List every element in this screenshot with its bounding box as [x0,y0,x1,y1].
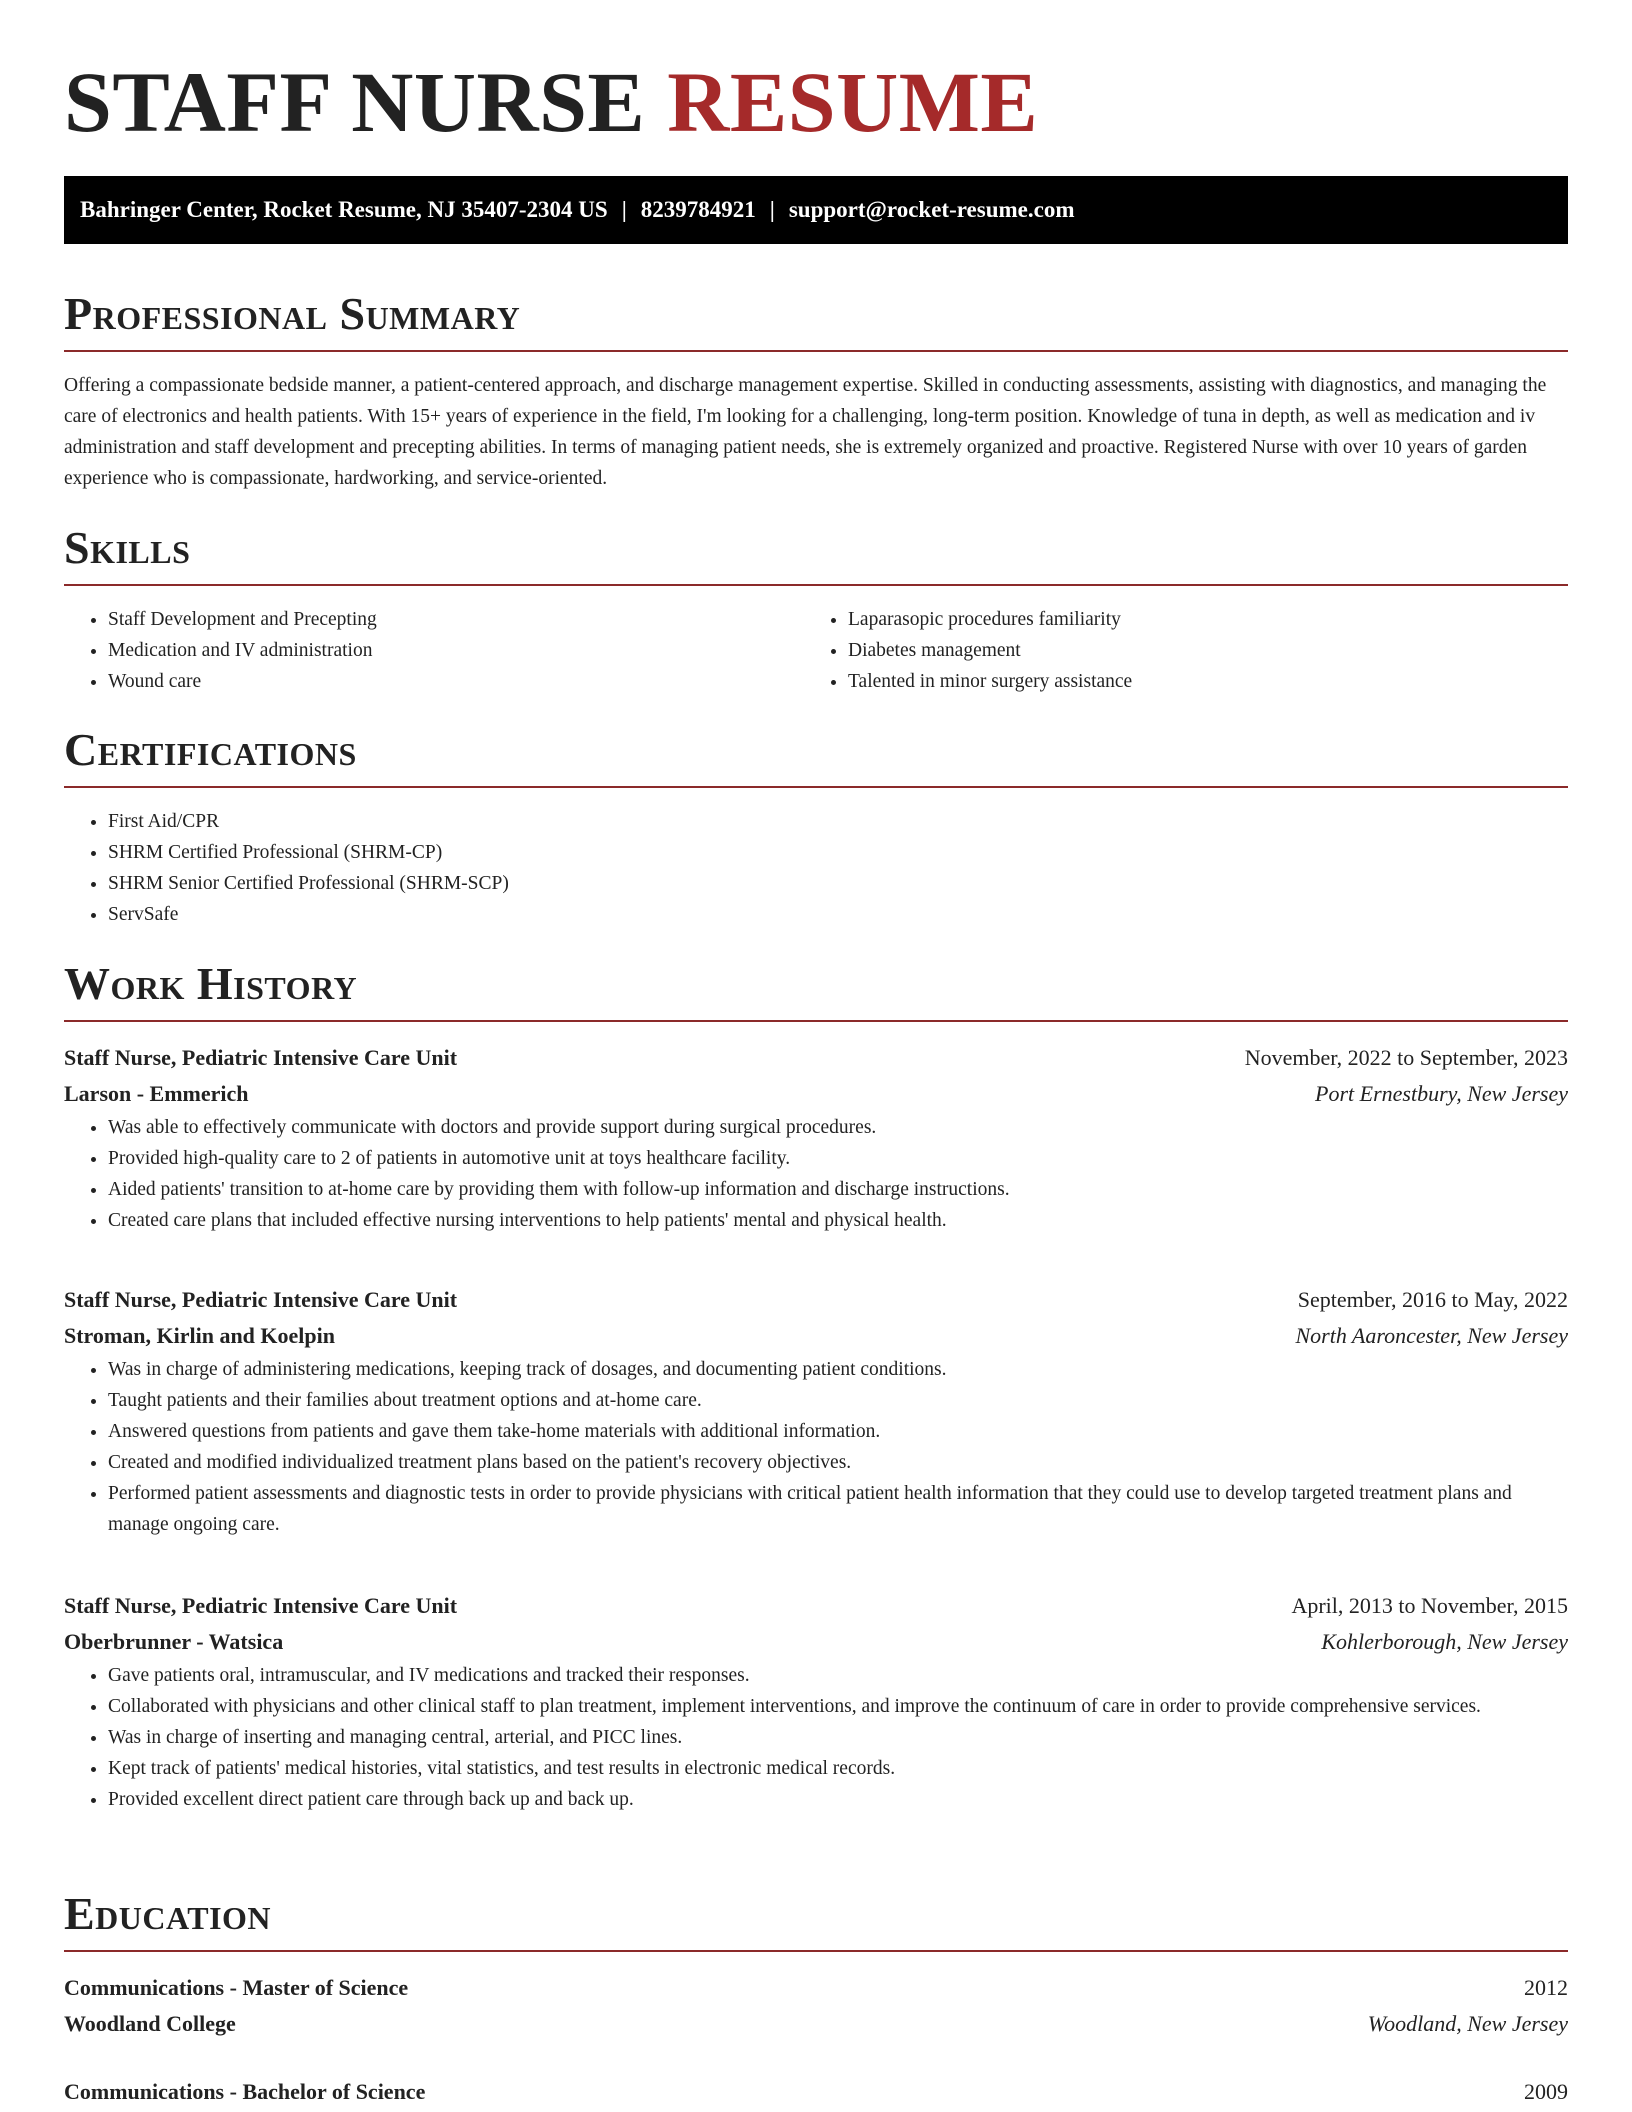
skills-grid [64,604,1568,697]
skill-item: • Wound care [108,666,804,697]
skill-item: • Medication and IV administration [108,635,804,666]
skills-section [64,520,1568,697]
job-bullet: • Was in charge of administering medications, keeping track of dosages, and documenting patient conditions. [108,1354,1568,1385]
skills-column-left [64,604,804,697]
job-bullet: • Gave patients oral, intramuscular, and IV medications and tracked their responses. [108,1660,1568,1691]
skill-item: • Diabetes management [848,635,1544,666]
contact-email: support@rocket-resume.com [788,197,1075,222]
job-title: Staff Nurse, Pediatric Intensive Care Unit [64,1593,458,1618]
job-bullet: • Taught patients and their families about treatment options and at-home care. [108,1385,1568,1416]
education-degree: Communications - Bachelor of Science [64,2079,426,2104]
job-company: Oberbrunner - Watsica [64,1629,284,1654]
contact-separator: | [621,197,627,222]
section-divider [64,1020,1568,1022]
job-location: Kohlerborough, New Jersey [1321,1629,1568,1654]
job-bullet: • Was in charge of inserting and managing central, arterial, and PICC lines. [108,1722,1568,1753]
summary-heading: Professional Summary [64,288,521,339]
education-school: Woodland College [64,2011,236,2036]
work-history-section [64,956,1568,1022]
job-header-row [64,1588,1568,1624]
job-dates: April, 2013 to November, 2015 [1291,1593,1568,1618]
education-section [64,1886,1568,1952]
section-divider [64,584,1568,586]
section-divider [64,786,1568,788]
certification-item: • SHRM Certified Professional (SHRM-CP) [108,837,1568,868]
education-year: 2012 [1524,1975,1568,2000]
job-bullets [64,1354,1568,1540]
job-bullet: • Kept track of patients' medical histories, vital statistics, and test results in electronic medical records. [108,1753,1568,1784]
contact-bar [64,176,1568,244]
job-bullet: • Collaborated with physicians and other clinical staff to plan treatment, implement interventions, and improve the continuum of care in order to provide comprehensive services. [108,1691,1568,1722]
work-history-heading: Work History [64,958,358,1009]
job-bullets [64,1660,1568,1815]
contact-separator: | [769,197,775,222]
section-divider [64,1950,1568,1952]
job-bullet: • Was able to effectively communicate with doctors and provide support during surgical procedures. [108,1112,1568,1143]
job-title: Staff Nurse, Pediatric Intensive Care Unit [64,1287,458,1312]
job-entry [64,1040,1568,1236]
job-bullet: • Performed patient assessments and diagnostic tests in order to provide physicians with critical patient health information that they could use to develop targeted treatment plans and manage ongoing care. [108,1478,1568,1540]
skills-heading: Skills [64,522,191,573]
certifications-list [64,806,1568,930]
job-dates: September, 2016 to May, 2022 [1297,1287,1568,1312]
education-header-row [64,1970,1568,2006]
skills-list-left [64,604,804,697]
contact-phone: 8239784921 [640,197,756,222]
certification-item: • First Aid/CPR [108,806,1568,837]
education-header-row [64,2074,1568,2110]
job-bullets [64,1112,1568,1236]
education-entry [64,2074,1568,2110]
job-dates: November, 2022 to September, 2023 [1244,1045,1568,1070]
contact-address: Bahringer Center, Rocket Resume, NJ 35407-2304 US [80,197,608,222]
certifications-section [64,722,1568,930]
education-heading: Education [64,1888,272,1939]
job-bullet: • Aided patients' transition to at-home care by providing them with follow-up information and discharge instructions. [108,1174,1568,1205]
job-location: Port Ernestbury, New Jersey [1315,1081,1568,1106]
resume-title [64,52,1038,152]
skill-item: • Talented in minor surgery assistance [848,666,1544,697]
job-bullet: • Created care plans that included effective nursing interventions to help patients' mental and physical health. [108,1205,1568,1236]
title-accent: RESUME [667,54,1039,150]
education-school-row [64,2006,1568,2042]
skills-list-right [804,604,1544,697]
skill-item: • Laparasopic procedures familiarity [848,604,1544,635]
job-bullet: • Provided high-quality care to 2 of patients in automotive unit at toys healthcare facility. [108,1143,1568,1174]
job-company-row [64,1076,1568,1112]
education-year: 2009 [1524,2079,1568,2104]
job-bullet: • Answered questions from patients and gave them take-home materials with additional information. [108,1416,1568,1447]
job-bullet: • Created and modified individualized treatment plans based on the patient's recovery objectives. [108,1447,1568,1478]
job-header-row [64,1040,1568,1076]
job-bullet: • Provided excellent direct patient care through back up and back up. [108,1784,1568,1815]
job-header-row [64,1282,1568,1318]
title-main: STAFF NURSE [64,54,646,150]
skills-column-right [804,604,1544,697]
job-company-row [64,1318,1568,1354]
certification-item: • ServSafe [108,899,1568,930]
skill-item: • Staff Development and Precepting [108,604,804,635]
section-divider [64,350,1568,352]
education-entry [64,1970,1568,2042]
education-location: Woodland, New Jersey [1367,2011,1568,2036]
summary-text: Offering a compassionate bedside manner, a patient-centered approach, and discharge management expertise. Skilled in conducting assessments, assisting with diagnostics, and managing the care of electronics and health patients. With 15+ years of experience in the field, I'm looking for a challenging, long-term position. Knowledge of tuna in depth, as well as medication and iv administration and staff development and precepting abilities. In terms of managing patient needs, she is extremely organized and proactive. Registered Nurse with over 10 years of garden experience who is compassionate, hardworking, and service-oriented. [64,375,1547,489]
certification-item: • SHRM Senior Certified Professional (SHRM-SCP) [108,868,1568,899]
certifications-heading: Certifications [64,724,357,775]
job-title: Staff Nurse, Pediatric Intensive Care Unit [64,1045,458,1070]
job-company-row [64,1624,1568,1660]
summary-section [64,286,1568,494]
education-degree: Communications - Master of Science [64,1975,409,2000]
job-company: Stroman, Kirlin and Koelpin [64,1323,335,1348]
job-company: Larson - Emmerich [64,1081,249,1106]
job-entry [64,1282,1568,1540]
job-entry [64,1588,1568,1815]
job-location: North Aaroncester, New Jersey [1295,1323,1568,1348]
